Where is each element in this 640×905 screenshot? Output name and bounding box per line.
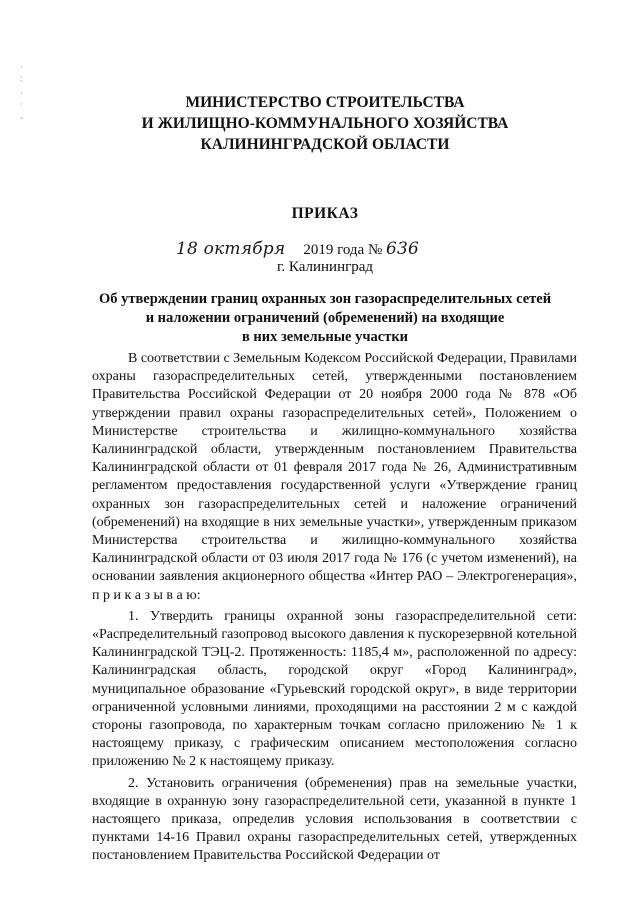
ministry-line: КАЛИНИНГРАДСКОЙ ОБЛАСТИ [200, 136, 450, 153]
handwritten-date: 18 октября [176, 239, 286, 259]
scan-margin-marks: · : · · ˇ [20, 62, 23, 126]
ministry-line: МИНИСТЕРСТВО СТРОИТЕЛЬСТВА [185, 94, 465, 111]
order-year: 2019 года № [303, 242, 383, 258]
handwritten-number: 636 [386, 239, 420, 259]
clause-1-paragraph: 1. Утвердить границы охранной зоны газораспределительной сети: «Распределительный газопровод высокого давления к пускорезервной котельной Калининградской ТЭЦ-2. Протяженность: 1185,4 м», расположенной по адресу: Калининградская область, городской округ «Город Калининград», муниципальное образование «Гурьевский городской округ», в виде территории ограниченной условными линиями, проходящими на расстоянии 2 м с каждой стороны газопровода, по характерным точкам согласно приложению № 1 к настоящему приказу, с графическим описанием местоположения согласно приложению № 2 к настоящему приказу. [92, 608, 577, 770]
ministry-header [60, 92, 590, 155]
ministry-line: И ЖИЛИЩНО-КОММУНАЛЬНОГО ХОЗЯЙСТВА [141, 115, 509, 132]
clause-2-paragraph: 2. Установить ограничения (обременения) прав на земельные участки, входящие в охранную зону газораспределительной сети, указанной в пункте 1 настоящего приказа, определив условия использования в соответствии с пунктами 14-16 Правил охраны газораспределительных сетей, утвержденных постановлением Правительства Российской Федерации от [92, 775, 577, 864]
order-body [92, 350, 577, 866]
order-subject [60, 290, 590, 347]
subject-line: Об утверждении границ охранных зон газораспределительных сетей [98, 291, 552, 307]
order-city: г. Калининград [276, 259, 374, 275]
order-date-line [176, 239, 419, 259]
subject-line: в них земельные участки [241, 329, 409, 345]
preamble-paragraph: В соответствии с Земельным Кодексом Российской Федерации, Правилами охраны газораспределительных сетей, утвержденными постановлением Правительства Российской Федерации от 20 ноября 2000 года № 878 «Об утверждении правил охраны газораспределительных сетей», Положением о Министерстве строительства и жилищно-коммунального хозяйства Калининградской области, утвержденным постановлением Правительства Калининградской области от 01 февраля 2017 года № 26, Административным регламентом предоставления государственной услуги «Утверждение границ охранных зон газораспределительных сетей и наложение ограничений (обременений) на входящие в них земельные участки», утвержденным приказом Министерства строительства и жилищно-коммунального хозяйства Калининградской области от 03 июля 2017 года № 176 (с учетом изменений), на основании заявления акционерного общества «Интер РАО – Электрогенерация», п р и к а з ы в а ю: [92, 351, 578, 603]
subject-line: и наложении ограничений (обременений) на входящие [145, 310, 505, 326]
order-title: ПРИКАЗ [291, 205, 359, 222]
